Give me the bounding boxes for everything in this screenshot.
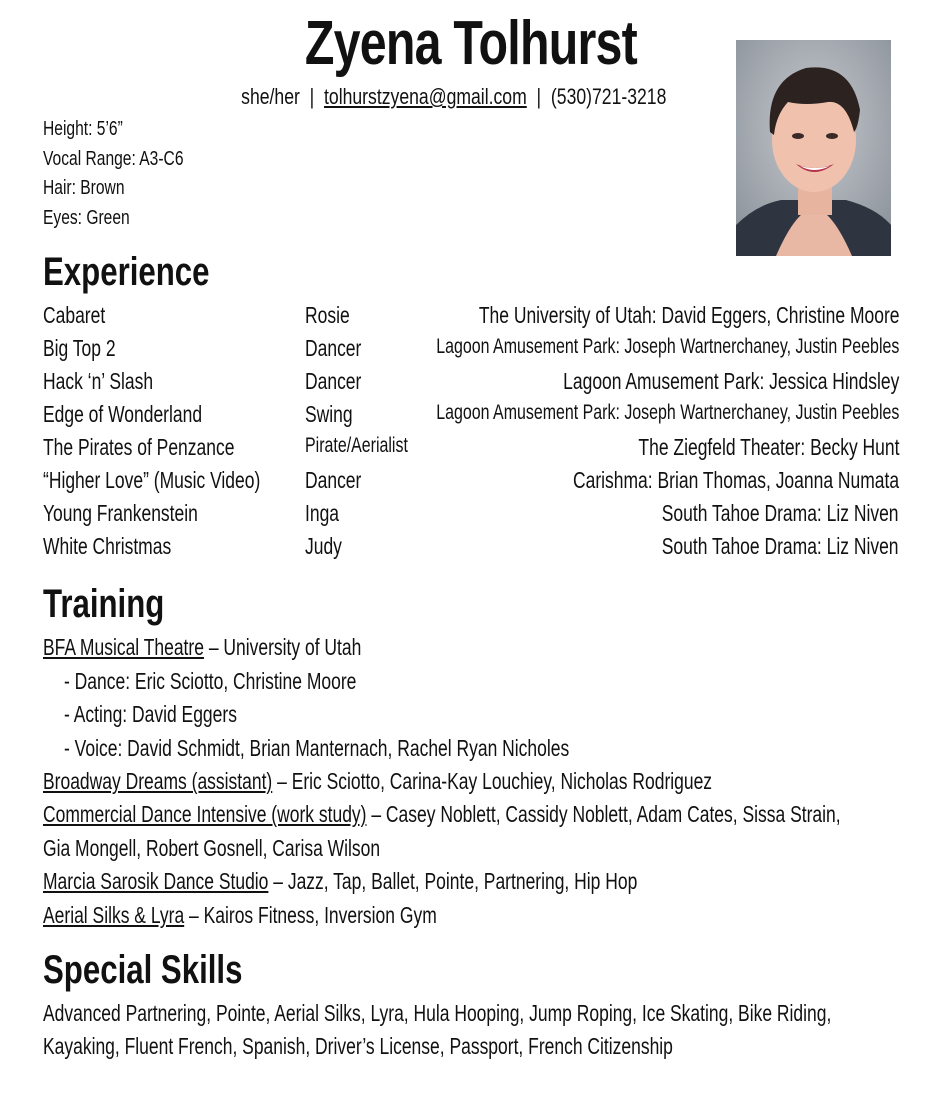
training-bfa-item: - Voice: David Schmidt, Brian Manternach, Rachel Ryan Nicholes <box>64 735 570 761</box>
vocal-range-stat: Vocal Range: A3-C6 <box>43 147 184 170</box>
training-broadway: Broadway Dreams (assistant) – Eric Sciotto, Carina-Kay Louchiey, Nicholas Rodriguez <box>43 768 713 794</box>
physical-stats <box>43 115 223 233</box>
eyes-stat: Eyes: Green <box>43 206 130 229</box>
skills-line: Kayaking, Fluent French, Spanish, Driver’s License, Passport, French Citizenship <box>43 1033 673 1059</box>
experience-row: Young Frankenstein Inga South Tahoe Drama: Liz Niven <box>43 500 899 526</box>
training-marcia: Marcia Sarosik Dance Studio – Jazz, Tap, Ballet, Pointe, Partnering, Hip Hop <box>43 868 638 894</box>
experience-row: The Pirates of Penzance Pirate/Aerialist The Ziegfeld Theater: Becky Hunt <box>43 434 899 460</box>
training-commercial: Commercial Dance Intensive (work study) – Casey Noblett, Cassidy Noblett, Adam Cates, Sissa Strain, <box>43 801 841 827</box>
headshot-photo <box>736 40 891 256</box>
experience-row: Big Top 2 Dancer Lagoon Amusement Park: Joseph Wartnerchaney, Justin Peebles <box>43 335 899 361</box>
hair-stat: Hair: Brown <box>43 177 125 199</box>
training-aerial: Aerial Silks & Lyra – Kairos Fitness, Inversion Gym <box>43 902 437 928</box>
email-link[interactable]: tolhurstzyena@gmail.com <box>324 84 527 109</box>
experience-row: Edge of Wonderland Swing Lagoon Amusement Park: Joseph Wartnerchaney, Justin Peebles <box>43 401 899 427</box>
training-bfa-item: - Dance: Eric Sciotto, Christine Moore <box>64 668 357 694</box>
experience-row: Hack ‘n’ Slash Dancer Lagoon Amusement Park: Jessica Hindsley <box>43 368 899 394</box>
experience-row: White Christmas Judy South Tahoe Drama: Liz Niven <box>43 533 899 559</box>
pronouns: she/her <box>241 84 301 109</box>
training-commercial-cont: Gia Mongell, Robert Gosnell, Carisa Wilson <box>43 835 381 861</box>
training-heading: Training <box>43 582 165 626</box>
skills-heading: Special Skills <box>43 948 243 992</box>
contact-line: she/her | tolhurstzyena@gmail.com | (530)721-3218 <box>241 84 667 109</box>
training-bfa-item: - Acting: David Eggers <box>64 701 237 727</box>
skills-line: Advanced Partnering, Pointe, Aerial Silks, Lyra, Hula Hooping, Jump Roping, Ice Skating, Bike Riding, <box>43 1000 832 1026</box>
experience-row: “Higher Love” (Music Video) Dancer Carishma: Brian Thomas, Joanna Numata <box>43 467 899 493</box>
resume-name: Zyena Tolhurst <box>304 9 638 78</box>
experience-row: Cabaret Rosie The University of Utah: David Eggers, Christine Moore <box>43 302 899 328</box>
experience-heading: Experience <box>43 250 210 294</box>
phone-number: (530)721-3218 <box>551 84 667 109</box>
training-bfa: BFA Musical Theatre – University of Utah <box>43 634 362 660</box>
height-stat: Height: 5’6” <box>43 118 123 140</box>
